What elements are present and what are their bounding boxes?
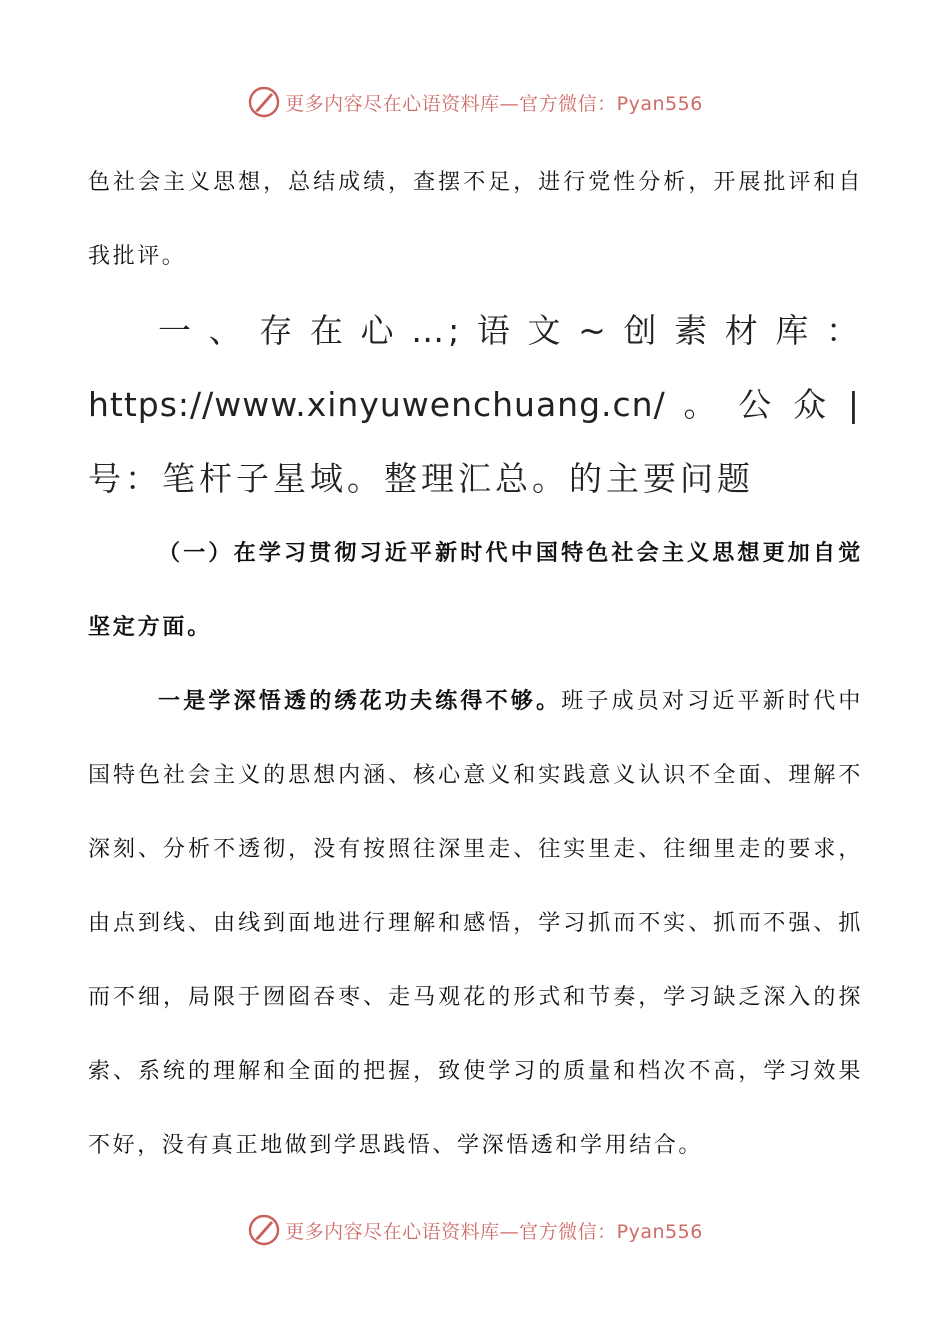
header-wechat-id: Pyan556 [616, 92, 703, 115]
document-body [88, 146, 863, 1183]
section-heading-1 [88, 294, 863, 516]
paragraph-2-text: 班子成员对习近平新时代中国特色社会主义的思想内涵、核心意义和实践意义认识不全面、理解不深刻、分析不透彻，没有按照往深里走、往实里走、往细里走的要求，由点到线、由线到面地进行理解和感悟，学习抓而不实、抓而不强、抓而不细，局限于囫囵吞枣、走马观花的形式和节奏，学习缺乏深入的探索、系统的理解和全面的把握，致使学习的质量和档次不高，学习效果不好，没有真正地做到学思践悟、学深悟透和学用结合。 [88, 689, 863, 1158]
paragraph-2 [88, 664, 863, 1183]
footer-site-text: 更多内容尽在心语资料库—官方微信： [285, 1220, 617, 1243]
quill-logo-icon [247, 85, 281, 119]
heading-prefix: 一、存在心…;语文~创素材库： [158, 311, 863, 350]
heading-suffix: 。公众|号：笔杆子星域。整理汇总。的主要问题 [88, 385, 863, 498]
paragraph-1: 色社会主义思想，总结成绩，查摆不足，进行党性分析，开展批评和自我批评。 [88, 170, 863, 269]
heading-url-link[interactable]: https://www.xinyuwenchuang.cn/ [88, 385, 666, 424]
footer-banner [0, 1208, 950, 1252]
quill-logo-icon [247, 1213, 281, 1247]
header-banner [0, 80, 950, 124]
sub-heading-1: （一）在学习贯彻习近平新时代中国特色社会主义思想更加自觉坚定方面。 [88, 540, 863, 640]
header-site-text: 更多内容尽在心语资料库—官方微信： [285, 92, 617, 115]
footer-banner-text [285, 1217, 703, 1244]
footer-wechat-id: Pyan556 [616, 1220, 703, 1243]
header-banner-text [285, 89, 703, 116]
paragraph-2-lead: 一是学深悟透的绣花功夫练得不够。 [158, 688, 562, 714]
